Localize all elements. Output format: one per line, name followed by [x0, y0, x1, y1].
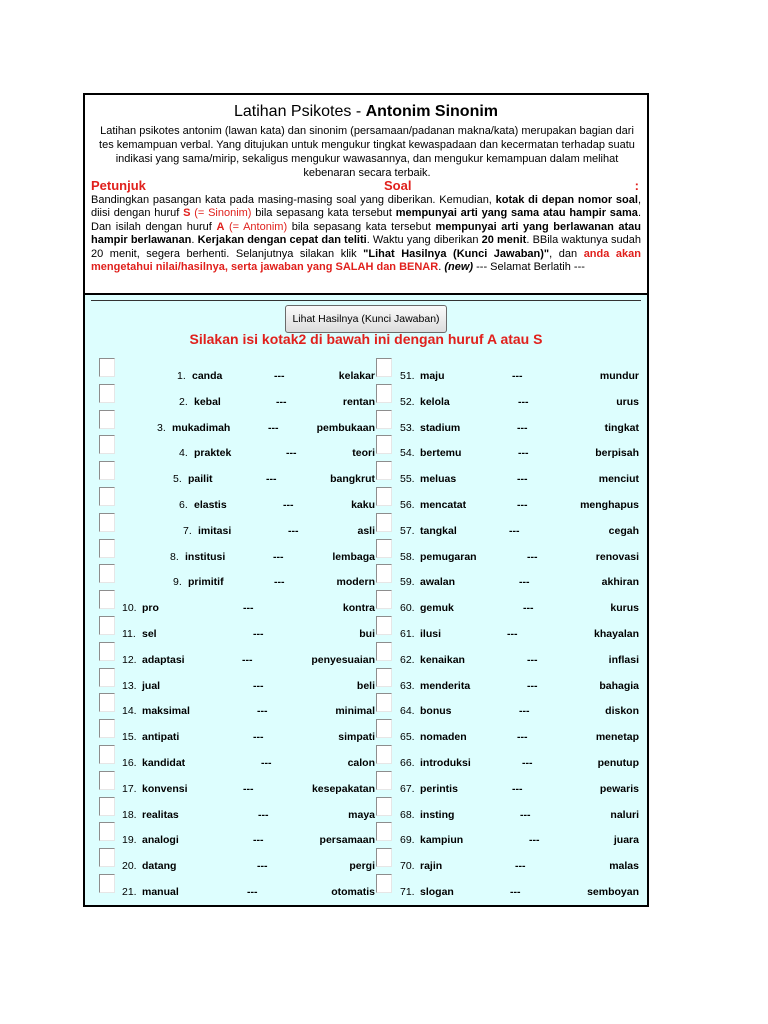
question-word-2: mundur — [599, 370, 639, 382]
separator-dots: --- — [274, 370, 285, 382]
answer-box[interactable] — [376, 539, 392, 558]
answer-box[interactable] — [99, 668, 115, 687]
question-word-2: pergi — [349, 860, 375, 873]
question-word-2: rentan — [342, 395, 375, 408]
separator-dots: --- — [523, 602, 534, 615]
instr-text: bila sepasang kata tersebut — [251, 207, 396, 220]
instr-bold: kotak di depan nomor soal — [495, 194, 638, 206]
question-row — [376, 422, 642, 448]
page-title — [85, 103, 647, 121]
answer-box[interactable] — [99, 461, 115, 480]
separator-dots: --- — [247, 886, 258, 898]
question-word-1: manual — [142, 886, 179, 898]
question-word-2: minimal — [335, 705, 375, 718]
separator-dots: --- — [257, 705, 268, 718]
question-word-2: berpisah — [595, 447, 639, 460]
question-number: 64. — [400, 705, 415, 718]
separator-dots: --- — [283, 499, 294, 511]
title-bold: Antonim Sinonim — [365, 103, 499, 120]
question-row — [376, 576, 642, 602]
question-word-2: akhiran — [601, 576, 639, 589]
instr-bold: mempunyai arti yang berlawanan atau hampir berlawanan — [91, 220, 642, 247]
question-number: 65. — [400, 731, 415, 744]
answer-box[interactable] — [376, 797, 392, 816]
question-word-1: antipati — [142, 731, 180, 744]
instr-bold: 20 menit — [481, 234, 527, 247]
answer-box[interactable] — [376, 564, 392, 583]
question-row — [376, 473, 642, 499]
question-word-2: tingkat — [604, 421, 639, 434]
instr-text: . — [191, 234, 198, 247]
separator-dots: --- — [253, 834, 264, 847]
question-word-2: kurus — [610, 602, 639, 615]
question-row — [85, 370, 375, 396]
answer-box[interactable] — [376, 771, 392, 790]
question-word-1: maksimal — [142, 705, 190, 718]
answer-box[interactable] — [376, 848, 392, 867]
question-word-1: meluas — [420, 473, 457, 486]
question-row — [85, 783, 375, 809]
answer-box[interactable] — [376, 693, 392, 712]
answer-box[interactable] — [99, 358, 115, 377]
question-word-2: pewaris — [599, 782, 639, 795]
question-number: 13. — [122, 679, 137, 692]
answer-box[interactable] — [99, 539, 115, 558]
question-word-1: sel — [142, 628, 157, 640]
question-word-1: canda — [192, 370, 223, 382]
colon-label: : — [634, 178, 639, 193]
question-number: 1. — [177, 370, 186, 382]
question-row — [376, 628, 642, 654]
question-row — [376, 370, 642, 396]
question-number: 3. — [157, 421, 166, 434]
separator-dots: --- — [507, 628, 518, 640]
question-word-1: pro — [142, 602, 159, 615]
question-word-2: maya — [348, 808, 375, 821]
question-word-1: mukadimah — [172, 421, 231, 434]
question-number: 16. — [122, 757, 137, 769]
question-number: 20. — [122, 860, 137, 873]
answer-box[interactable] — [99, 771, 115, 790]
question-number: 12. — [122, 653, 137, 666]
question-row — [85, 473, 375, 499]
separator-dots: --- — [519, 705, 530, 718]
answer-box[interactable] — [376, 822, 392, 841]
answer-box[interactable] — [376, 461, 392, 480]
question-word-1: kenaikan — [420, 653, 465, 666]
question-word-2: cegah — [608, 524, 639, 537]
question-word-1: elastis — [194, 499, 227, 511]
question-word-2: menciut — [598, 473, 639, 486]
question-word-1: jual — [142, 679, 161, 692]
question-word-1: praktek — [194, 447, 232, 460]
separator-dots: --- — [529, 834, 540, 847]
question-word-2: otomatis — [331, 886, 375, 898]
question-number: 15. — [122, 731, 137, 744]
question-word-2: bui — [359, 628, 375, 640]
question-number: 54. — [400, 447, 415, 460]
question-word-2: asli — [357, 524, 375, 537]
question-number: 18. — [122, 808, 137, 821]
answer-box[interactable] — [99, 745, 115, 764]
separator-dots: --- — [527, 550, 538, 563]
answer-box[interactable] — [376, 513, 392, 532]
question-word-1: gemuk — [420, 602, 454, 615]
question-number: 9. — [173, 576, 182, 589]
question-row — [85, 757, 375, 783]
separator-dots: --- — [517, 421, 528, 434]
question-row — [85, 680, 375, 706]
question-word-2: kelakar — [338, 370, 375, 382]
question-word-1: perintis — [420, 782, 458, 795]
question-word-1: nomaden — [420, 731, 467, 744]
question-row — [85, 809, 375, 835]
question-number: 8. — [170, 550, 179, 563]
question-row — [85, 886, 375, 912]
answer-box[interactable] — [376, 719, 392, 738]
header-section — [85, 95, 647, 295]
answer-box[interactable] — [376, 745, 392, 764]
separator-dots: --- — [522, 757, 533, 769]
question-word-1: institusi — [185, 550, 226, 563]
question-number: 11. — [122, 628, 136, 640]
question-word-2: bahagia — [599, 679, 639, 692]
answer-box[interactable] — [99, 384, 115, 403]
instr-text: , diisi dengan huruf — [91, 194, 641, 220]
separator-dots: --- — [253, 731, 264, 744]
instr-text: . BBila waktunya sudah 20 menit, segera berhenti. Selanjutnya silakan klik — [91, 234, 641, 260]
question-word-2: simpati — [338, 731, 375, 744]
question-word-1: pailit — [188, 473, 213, 486]
question-row — [85, 834, 375, 860]
separator-dots: --- — [288, 524, 299, 537]
answer-box[interactable] — [376, 590, 392, 609]
question-word-2: diskon — [605, 705, 639, 718]
instr-bold: "Lihat Hasilnya (Kunci Jawaban)" — [363, 247, 550, 260]
question-row — [85, 422, 375, 448]
answer-box[interactable] — [376, 384, 392, 403]
separator-dots: --- — [510, 886, 521, 898]
question-word-2: semboyan — [587, 886, 639, 898]
answer-box[interactable] — [376, 668, 392, 687]
question-word-2: kaku — [351, 499, 375, 511]
answer-box[interactable] — [99, 797, 115, 816]
instr-s-letter: S — [183, 207, 191, 220]
question-number: 14. — [122, 705, 137, 718]
answer-box[interactable] — [99, 693, 115, 712]
separator-dots: --- — [243, 602, 254, 615]
question-number: 6. — [179, 499, 188, 511]
question-word-1: analogi — [142, 834, 179, 847]
question-number: 63. — [400, 679, 415, 692]
question-row — [85, 628, 375, 654]
question-word-2: menetap — [595, 731, 639, 744]
separator-dots: --- — [517, 499, 528, 511]
question-number: 68. — [400, 808, 415, 821]
separator-dots: --- — [257, 860, 268, 873]
question-number: 17. — [122, 782, 137, 795]
question-word-1: maju — [420, 370, 445, 382]
questions-panel — [85, 295, 647, 905]
instr-text: bila sepasang kata tersebut — [287, 220, 436, 233]
question-number: 4. — [179, 447, 188, 460]
question-number: 53. — [400, 421, 415, 434]
instructions-heading — [91, 178, 641, 194]
question-word-1: rajin — [420, 860, 443, 873]
instr-s-paren: (= Sinonim) — [190, 207, 252, 220]
question-word-1: konvensi — [142, 782, 188, 795]
quiz-frame — [83, 93, 649, 907]
question-number: 66. — [400, 757, 415, 769]
instr-text: Bandingkan pasangan kata pada masing-masing soal yang diberikan. Kemudian, — [91, 194, 496, 206]
answer-box[interactable] — [376, 435, 392, 454]
question-number: 21. — [122, 886, 137, 898]
answer-box[interactable] — [376, 487, 392, 506]
question-row — [85, 602, 375, 628]
question-row — [85, 396, 375, 422]
question-row — [376, 447, 642, 473]
answer-box[interactable] — [376, 616, 392, 635]
question-word-1: mencatat — [420, 499, 467, 511]
separator-dots: --- — [512, 782, 523, 795]
question-row — [85, 576, 375, 602]
answer-box[interactable] — [376, 410, 392, 429]
questions-subtitle: Silakan isi kotak2 di bawah ini dengan huruf A atau S — [189, 331, 543, 347]
separator-dots: --- — [242, 653, 253, 666]
separator-dots: --- — [261, 757, 272, 769]
question-number: 7. — [183, 524, 192, 537]
question-word-2: bangkrut — [330, 473, 375, 486]
separator-dots: --- — [515, 860, 526, 873]
question-word-1: kampiun — [420, 834, 464, 847]
question-word-2: khayalan — [594, 628, 639, 640]
answer-box[interactable] — [99, 487, 115, 506]
question-word-1: realitas — [142, 808, 179, 821]
separator-dots: --- — [518, 395, 529, 408]
question-word-1: datang — [142, 860, 177, 873]
question-number: 52. — [400, 395, 415, 408]
question-number: 71. — [400, 886, 415, 898]
question-row — [376, 705, 642, 731]
answer-box[interactable] — [376, 874, 392, 893]
instructions-text — [91, 194, 641, 274]
separator-dots: --- — [517, 731, 528, 744]
instr-bold: mempunyai arti yang sama atau hampir sama — [395, 207, 638, 220]
instr-text: . Waktu yang diberikan — [366, 234, 482, 247]
question-number: 19. — [122, 834, 137, 847]
title-plain: Latihan Psikotes - — [233, 103, 366, 120]
question-word-2: renovasi — [595, 550, 639, 563]
separator-dots: --- — [286, 447, 297, 460]
question-row — [376, 860, 642, 886]
separator-dots: --- — [509, 524, 520, 537]
question-word-2: teori — [352, 447, 375, 460]
question-word-2: penutup — [597, 757, 639, 769]
question-row — [376, 783, 642, 809]
question-number: 10. — [122, 602, 137, 615]
question-number: 2. — [179, 395, 188, 408]
instr-a-paren: (= Antonim) — [224, 220, 288, 233]
question-row — [85, 499, 375, 525]
question-word-1: insting — [420, 808, 455, 821]
question-word-1: slogan — [420, 886, 454, 898]
question-word-2: urus — [616, 395, 639, 408]
divider — [91, 300, 641, 301]
question-row — [376, 551, 642, 577]
question-word-1: imitasi — [198, 524, 232, 537]
question-number: 62. — [400, 653, 415, 666]
instr-new: (new) — [444, 261, 474, 274]
question-number: 67. — [400, 782, 415, 795]
question-row — [376, 757, 642, 783]
question-word-2: calon — [347, 757, 375, 769]
question-row — [376, 396, 642, 422]
answer-box[interactable] — [99, 848, 115, 867]
question-number: 51. — [400, 370, 415, 382]
question-number: 58. — [400, 550, 415, 563]
question-row — [376, 731, 642, 757]
separator-dots: --- — [273, 550, 284, 563]
separator-dots: --- — [266, 473, 277, 486]
question-word-1: menderita — [420, 679, 471, 692]
question-number: 60. — [400, 602, 415, 615]
separator-dots: --- — [520, 808, 531, 821]
question-number: 69. — [400, 834, 415, 847]
question-row — [376, 680, 642, 706]
separator-dots: --- — [253, 628, 264, 640]
question-row — [85, 705, 375, 731]
question-word-1: stadium — [420, 421, 461, 434]
question-word-2: naluri — [610, 808, 639, 821]
question-row — [376, 499, 642, 525]
question-word-2: juara — [613, 834, 639, 847]
separator-dots: --- — [274, 576, 285, 589]
question-word-1: pemugaran — [420, 550, 477, 563]
question-word-1: bertemu — [420, 447, 462, 460]
separator-dots: --- — [258, 808, 269, 821]
separator-dots: --- — [253, 679, 264, 692]
question-row — [376, 886, 642, 912]
answer-box[interactable] — [99, 435, 115, 454]
question-number: 59. — [400, 576, 415, 589]
question-word-2: inflasi — [608, 653, 639, 666]
question-row — [85, 860, 375, 886]
question-number: 5. — [173, 473, 182, 486]
question-row — [376, 602, 642, 628]
intro-text: Latihan psikotes antonim (lawan kata) dan sinonim (persamaan/padanan makna/kata) merupakan bagian dari tes kemampuan verbal. Yang ditujukan untuk mengukur tingkat kewaspadaan dan kecermatan terhadap suatu indikasi yang sama/mirip, sekaligus mengukur wawasannya, dan mengukur kemampuan dalam melihat kebenaran secara terbaik. — [99, 125, 635, 179]
separator-dots: --- — [519, 576, 530, 589]
instr-text: . — [438, 261, 445, 274]
question-word-1: kandidat — [142, 757, 186, 769]
question-row — [85, 447, 375, 473]
question-row — [85, 654, 375, 680]
soal-label: Soal — [384, 178, 412, 193]
question-word-2: penyesuaian — [311, 653, 375, 666]
instr-text: , dan — [549, 247, 584, 260]
instr-bold: Kerjakan dengan cepat dan teliti — [197, 234, 367, 247]
separator-dots: --- — [276, 395, 287, 408]
question-word-2: modern — [336, 576, 375, 589]
separator-dots: --- — [527, 653, 538, 666]
separator-dots: --- — [512, 370, 523, 382]
question-word-1: awalan — [420, 576, 456, 589]
question-word-2: kontra — [342, 602, 375, 615]
question-word-1: adaptasi — [142, 653, 185, 666]
instr-text: . Dan isilah dengan huruf — [91, 207, 641, 233]
question-word-2: persamaan — [319, 834, 375, 847]
question-word-2: beli — [356, 679, 375, 692]
question-word-2: menghapus — [580, 499, 639, 511]
check-answers-button[interactable]: Lihat Hasilnya (Kunci Jawaban) — [285, 305, 447, 333]
question-row — [376, 525, 642, 551]
question-number: 56. — [400, 499, 415, 511]
question-word-2: malas — [609, 860, 639, 873]
question-row — [85, 731, 375, 757]
separator-dots: --- — [243, 782, 254, 795]
question-word-1: bonus — [420, 705, 452, 718]
question-number: 57. — [400, 524, 415, 537]
question-word-1: tangkal — [420, 524, 457, 537]
answer-box[interactable] — [99, 874, 115, 893]
separator-dots: --- — [527, 679, 538, 692]
answer-box[interactable] — [99, 822, 115, 841]
question-number: 70. — [400, 860, 415, 873]
question-word-1: ilusi — [420, 628, 442, 640]
answer-box[interactable] — [99, 642, 115, 661]
question-word-1: kelola — [420, 395, 450, 408]
separator-dots: --- — [517, 473, 528, 486]
question-row — [376, 834, 642, 860]
petunjuk-label: Petunjuk — [91, 178, 146, 193]
instr-text: --- Selamat Berlatih --- — [473, 261, 585, 274]
answer-box[interactable] — [376, 642, 392, 661]
answer-box[interactable] — [99, 719, 115, 738]
answer-box[interactable] — [99, 513, 115, 532]
question-row — [85, 525, 375, 551]
answer-box[interactable] — [99, 564, 115, 583]
answer-box[interactable] — [99, 616, 115, 635]
question-number: 55. — [400, 473, 415, 486]
question-word-2: kesepakatan — [311, 782, 375, 795]
question-word-1: kebal — [194, 395, 221, 408]
question-word-1: introduksi — [420, 757, 471, 769]
answer-box[interactable] — [99, 590, 115, 609]
question-word-2: pembukaan — [316, 421, 375, 434]
question-word-2: lembaga — [332, 550, 375, 563]
separator-dots: --- — [518, 447, 529, 460]
question-number: 61. — [400, 628, 415, 640]
separator-dots: --- — [268, 421, 279, 434]
instr-a-letter: A — [216, 220, 225, 233]
answer-box[interactable] — [99, 410, 115, 429]
question-row — [376, 809, 642, 835]
question-row — [85, 551, 375, 577]
question-row — [376, 654, 642, 680]
instr-red-bold: anda akan mengetahui nilai/hasilnya, serta jawaban yang SALAH dan BENAR — [91, 247, 641, 274]
question-word-1: primitif — [188, 576, 224, 589]
answer-box[interactable] — [376, 358, 392, 377]
